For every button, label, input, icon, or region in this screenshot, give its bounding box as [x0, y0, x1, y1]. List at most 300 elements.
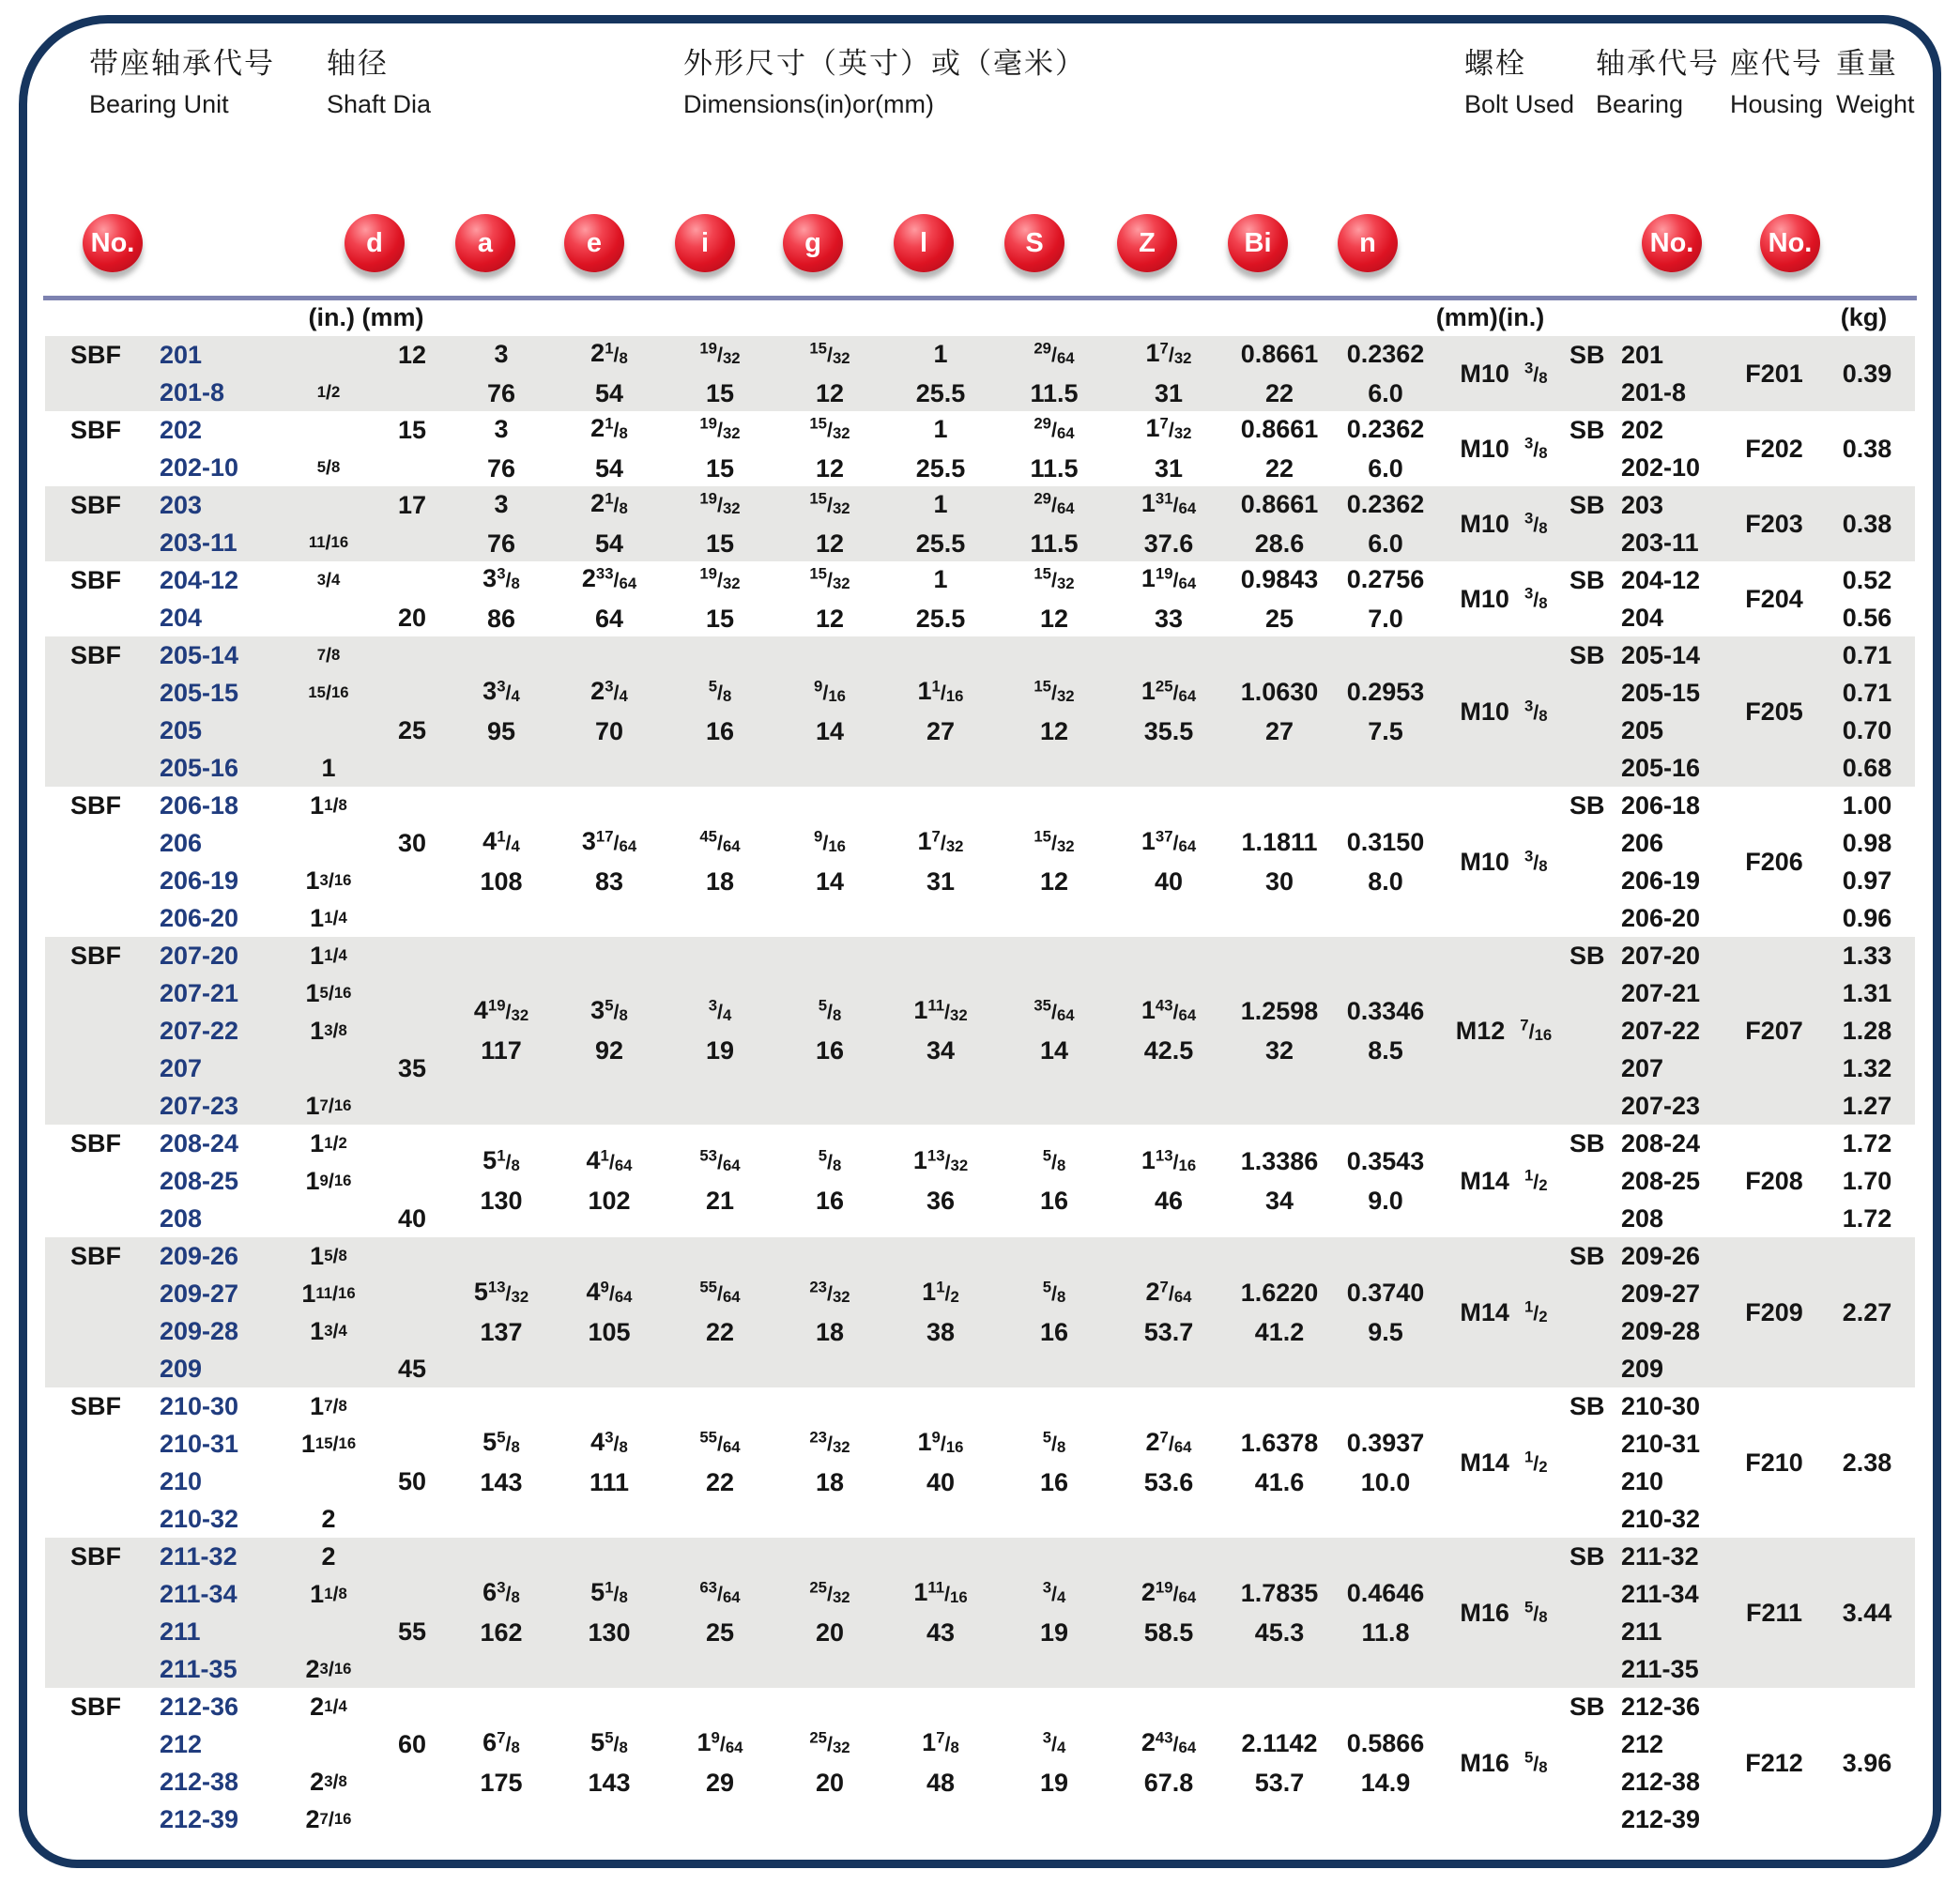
dim-g-mm: 12 [815, 378, 845, 407]
dim-n [1333, 561, 1438, 636]
unit-code [45, 712, 282, 749]
bolt-inch: $^1$/2 [1524, 1166, 1548, 1195]
bearing-prefix: SB [1570, 1241, 1605, 1270]
weight-value: 1.31 [1842, 978, 1892, 1007]
dim-n [1333, 1538, 1438, 1688]
dim-e-mm: 143 [588, 1768, 631, 1797]
unit-code-number: 209-27 [160, 1279, 239, 1308]
dim-i-in: $^{53}$/64 [699, 1146, 741, 1175]
bearing-group-206 [45, 787, 1915, 937]
header-dimensions-en: Dimensions(in)or(mm) [683, 90, 935, 118]
dim-g-mm: 20 [815, 1768, 845, 1797]
shaft-dia-mm: 15 [397, 415, 427, 444]
dim-n [1333, 1387, 1438, 1538]
dim-e [554, 787, 665, 937]
dim-e [554, 336, 665, 411]
dim-n-in: 0.2362 [1346, 414, 1425, 443]
weight-value: 0.52 [1842, 565, 1892, 594]
unit-code-number: 209-28 [160, 1316, 239, 1345]
dim-S [997, 1538, 1111, 1688]
bolt-metric: M10 [1460, 509, 1509, 538]
bearing-prefix: SB [1570, 1692, 1605, 1721]
dim-i-in: $^{45}$/64 [699, 827, 741, 856]
dim-n-in: 0.3740 [1346, 1278, 1425, 1307]
unit-code [45, 599, 282, 636]
dim-l-mm: 27 [926, 716, 956, 745]
dim-Z-in: 2$^7$/64 [1145, 1428, 1192, 1457]
bearing-code-number: 211-34 [1621, 1579, 1699, 1608]
unit-code [45, 899, 282, 937]
dim-l [884, 1387, 997, 1538]
dim-a-mm: 76 [486, 453, 516, 483]
unit-code [45, 1350, 282, 1387]
dim-g [775, 937, 884, 1125]
dim-Z [1111, 787, 1226, 937]
bearing-code-number: 210-31 [1621, 1429, 1701, 1458]
dim-n-in: 0.2362 [1346, 339, 1425, 368]
unit-code [45, 336, 282, 374]
dim-Bi-mm: 41.6 [1254, 1467, 1305, 1496]
dim-Z-mm: 53.6 [1143, 1467, 1194, 1496]
dim-a [449, 411, 554, 486]
dim-Bi-in: 2.1142 [1241, 1728, 1318, 1757]
dim-e-in: 2$^1$/8 [590, 414, 628, 443]
dim-n [1333, 937, 1438, 1125]
unit-code-number: 210-30 [160, 1391, 239, 1420]
unit-code [45, 787, 282, 824]
unit-code [45, 674, 282, 712]
weight-value: 1.33 [1842, 941, 1892, 970]
dim-e-in: 3$^5$/8 [590, 996, 628, 1025]
unit-label-bolt: (mm)(in.) [1435, 303, 1545, 331]
weight-value: 0.38 [1842, 434, 1892, 463]
bolt-used-value [1438, 636, 1570, 787]
unit-code [45, 1500, 282, 1538]
bearing-group-210 [45, 1387, 1915, 1538]
dim-i [665, 937, 775, 1125]
dim-S-mm: 11.5 [1030, 529, 1079, 558]
dim-e [554, 486, 665, 561]
unit-code-number: 203-11 [160, 528, 237, 557]
dim-a-in: 6$^3$/8 [482, 1578, 520, 1607]
dim-e [554, 1538, 665, 1688]
dim-S-in: $^{29}$/64 [1034, 414, 1075, 443]
bearing-code [1570, 486, 1729, 524]
dim-a [449, 1237, 554, 1387]
dim-Z-in: 2$^{43}$/64 [1141, 1728, 1197, 1757]
column-badge-d-1: d [345, 214, 405, 272]
bolt-used-value [1438, 787, 1570, 937]
dim-S-mm: 16 [1039, 1186, 1069, 1215]
weight-value: 0.68 [1842, 753, 1892, 782]
dim-e-mm: 70 [594, 716, 624, 745]
dim-g [775, 486, 884, 561]
housing-code: F207 [1745, 1016, 1803, 1045]
bearing-code [1570, 1162, 1729, 1200]
dim-Z [1111, 636, 1226, 787]
unit-code [45, 1463, 282, 1500]
shaft-dia-in: 1 / 2 [316, 380, 341, 405]
column-badge-s-7: S [1004, 214, 1064, 272]
unit-code [45, 561, 282, 599]
bearing-code-number: 211-35 [1621, 1654, 1699, 1683]
dim-e-mm: 54 [594, 378, 624, 407]
dim-Z-mm: 35.5 [1143, 716, 1194, 745]
unit-code [45, 636, 282, 674]
dim-S-in: $^5$/8 [1042, 1146, 1066, 1175]
bolt-used-value [1438, 1387, 1570, 1538]
shaft-dia-mm: 45 [397, 1354, 427, 1383]
dim-a [449, 1387, 554, 1538]
bearing-group-211 [45, 1538, 1915, 1688]
dim-Z [1111, 411, 1226, 486]
bearing-code [1570, 1275, 1729, 1312]
dim-g [775, 1538, 884, 1688]
dim-g-in: $^{23}$/32 [809, 1428, 850, 1457]
shaft-dia-in: 1 3 / 4 [310, 1316, 347, 1345]
weight-value: 1.27 [1842, 1091, 1892, 1120]
dim-S [997, 937, 1111, 1125]
unit-code-number: 211 [160, 1617, 201, 1646]
unit-code-number: 208-25 [160, 1166, 239, 1195]
unit-label-shaft: (in.) (mm) [308, 303, 424, 331]
dim-a-mm: 130 [480, 1186, 523, 1215]
bearing-code-number: 204 [1621, 603, 1664, 632]
dim-Bi-mm: 32 [1264, 1035, 1294, 1065]
dim-e-in: 5$^5$/8 [590, 1728, 628, 1757]
dim-l-in: 1$^7$/8 [922, 1728, 959, 1757]
dim-g-mm: 12 [815, 453, 845, 483]
dim-n-mm: 9.0 [1368, 1186, 1403, 1215]
bearing-code [1570, 636, 1729, 674]
dim-g-mm: 18 [815, 1467, 845, 1496]
header-bearing-en: Bearing [1596, 90, 1684, 118]
dim-S [997, 1125, 1111, 1237]
unit-prefix: SBF [70, 941, 121, 970]
dim-g-mm: 14 [815, 716, 845, 745]
unit-prefix: SBF [70, 1541, 121, 1571]
shaft-dia-in: 1 5 / 16 [305, 978, 352, 1007]
bearing-code-number: 202-10 [1621, 452, 1701, 482]
header-bearing-unit [89, 39, 275, 119]
table-top-rule [43, 296, 1917, 300]
dim-Bi-in: 1.1811 [1241, 827, 1318, 856]
shaft-dia-in: 2 [321, 1504, 336, 1533]
dim-a [449, 636, 554, 787]
dim-a-mm: 76 [486, 529, 516, 558]
bearing-group-207 [45, 937, 1915, 1125]
bearing-code [1570, 1688, 1729, 1725]
bolt-metric: M12 [1455, 1016, 1506, 1045]
unit-code [45, 449, 282, 486]
unit-code-number: 212-39 [160, 1804, 239, 1833]
dim-Bi-mm: 41.2 [1254, 1317, 1305, 1346]
shaft-dia-in: 2 3 / 8 [310, 1767, 347, 1796]
dim-Bi-mm: 45.3 [1254, 1617, 1305, 1647]
dim-Bi-mm: 25 [1264, 604, 1294, 633]
dim-Bi-mm: 27 [1264, 716, 1294, 745]
shaft-dia-in: 1 11 / 16 [301, 1279, 356, 1308]
bearing-prefix: SB [1570, 490, 1605, 519]
dim-Z [1111, 486, 1226, 561]
dim-e-mm: 105 [588, 1317, 631, 1346]
unit-prefix: SBF [70, 790, 121, 820]
dim-Bi-mm: 34 [1264, 1186, 1294, 1215]
dim-a-mm: 76 [486, 378, 516, 407]
shaft-dia-in: 1 9 / 16 [305, 1166, 352, 1195]
dim-l-in: 1 [933, 564, 948, 593]
dim-g-in: $^{15}$/32 [809, 339, 850, 368]
bearing-code-number: 206-18 [1621, 790, 1701, 820]
unit-code-number: 205-14 [160, 640, 239, 669]
dim-e [554, 636, 665, 787]
dim-g-in: $^9$/16 [814, 827, 846, 856]
bolt-used-value [1438, 1237, 1570, 1387]
bolt-metric: M10 [1460, 434, 1509, 463]
shaft-dia-in: 1 3 / 8 [310, 1016, 347, 1045]
weight-value: 0.71 [1842, 678, 1892, 707]
dim-g-in: $^{25}$/32 [809, 1728, 850, 1757]
shaft-dia-in: 2 7 / 16 [305, 1804, 352, 1833]
dim-n-in: 0.3150 [1346, 827, 1425, 856]
dim-Bi-mm: 22 [1264, 378, 1294, 407]
bearing-code-number: 209-26 [1621, 1241, 1701, 1270]
dim-Bi [1226, 636, 1333, 787]
bolt-used-value [1438, 336, 1570, 411]
bearing-code-number: 210 [1621, 1466, 1664, 1495]
bolt-inch: $^3$/8 [1524, 359, 1548, 388]
dim-Bi-mm: 30 [1264, 866, 1294, 896]
dim-n-mm: 6.0 [1368, 453, 1403, 483]
bearing-code [1570, 1538, 1729, 1575]
bearing-prefix: SB [1570, 340, 1605, 369]
bolt-used-value [1438, 411, 1570, 486]
bearing-code [1570, 1237, 1729, 1275]
unit-code-number: 206 [160, 828, 203, 857]
dim-i [665, 486, 775, 561]
weight-value: 0.39 [1842, 359, 1892, 388]
bolt-inch: $^1$/2 [1524, 1448, 1548, 1477]
dim-Bi [1226, 1125, 1333, 1237]
dim-e [554, 937, 665, 1125]
dim-a [449, 336, 554, 411]
housing-code: F203 [1745, 509, 1803, 538]
bearing-prefix: SB [1570, 415, 1605, 444]
bolt-inch: $^7$/16 [1520, 1016, 1553, 1045]
dim-a-in: 3 [494, 489, 509, 518]
unit-code [45, 1613, 282, 1650]
header-weight [1836, 39, 1915, 119]
shaft-dia-mm: 50 [397, 1466, 427, 1495]
dim-Z-in: 1$^7$/32 [1145, 414, 1192, 443]
dim-S-in: $^{15}$/32 [1034, 677, 1075, 706]
dim-g-mm: 20 [815, 1617, 845, 1647]
dim-e-mm: 54 [594, 453, 624, 483]
bolt-metric: M16 [1460, 1598, 1509, 1627]
dim-l-mm: 36 [926, 1186, 956, 1215]
unit-code-number: 206-20 [160, 903, 239, 932]
shaft-dia-in: 5 / 8 [316, 455, 341, 480]
dim-a-in: 3 [494, 414, 509, 443]
unit-code-number: 204-12 [160, 565, 239, 594]
bearing-code-number: 206-20 [1621, 903, 1701, 932]
dim-Z-in: 1$^{25}$/64 [1141, 677, 1197, 706]
dim-g-in: $^{15}$/32 [809, 564, 850, 593]
shaft-dia-in: 3 / 4 [316, 568, 341, 592]
bolt-metric: M10 [1460, 359, 1509, 388]
dim-l [884, 1688, 997, 1838]
bolt-inch: $^3$/8 [1524, 847, 1548, 876]
dim-i-in: $^{19}$/32 [699, 564, 741, 593]
dim-i [665, 1387, 775, 1538]
dim-S-mm: 11.5 [1030, 378, 1079, 407]
dim-a-mm: 108 [480, 866, 523, 896]
unit-code [45, 1275, 282, 1312]
shaft-dia-in: 1 1 / 4 [310, 903, 347, 932]
bearing-code [1570, 449, 1729, 486]
dim-a [449, 937, 554, 1125]
dim-S [997, 636, 1111, 787]
housing-code: F212 [1745, 1748, 1803, 1777]
dim-i-mm: 22 [705, 1317, 735, 1346]
bolt-used-value [1438, 1125, 1570, 1237]
bolt-inch: $^3$/8 [1524, 697, 1548, 726]
bearing-code [1570, 749, 1729, 787]
dim-e-in: 5$^1$/8 [590, 1578, 628, 1607]
dim-S-in: $^{29}$/64 [1034, 339, 1075, 368]
column-badge-e-3: e [564, 214, 624, 272]
bearing-code [1570, 899, 1729, 937]
unit-code-number: 212-36 [160, 1692, 239, 1721]
bearing-code [1570, 1725, 1729, 1763]
dim-Z-mm: 33 [1154, 604, 1184, 633]
dim-i-mm: 16 [705, 716, 735, 745]
unit-code [45, 1801, 282, 1838]
dim-n-mm: 9.5 [1368, 1317, 1403, 1346]
dim-a-in: 5$^5$/8 [482, 1428, 520, 1457]
dim-e [554, 1688, 665, 1838]
bearing-code [1570, 1387, 1729, 1425]
housing-code: F208 [1745, 1166, 1803, 1195]
dim-S-mm: 19 [1039, 1768, 1069, 1797]
dim-Z-mm: 53.7 [1143, 1317, 1194, 1346]
unit-code [45, 974, 282, 1012]
weight-value: 0.38 [1842, 509, 1892, 538]
bearing-prefix: SB [1570, 941, 1605, 970]
dim-a-in: 3 [494, 339, 509, 368]
unit-code-number: 212-38 [160, 1767, 239, 1796]
dim-g [775, 411, 884, 486]
dim-l-mm: 40 [926, 1467, 956, 1496]
dim-S-mm: 11.5 [1030, 453, 1079, 483]
shaft-dia-in: 1 5 / 8 [310, 1241, 347, 1270]
dim-i [665, 336, 775, 411]
dim-Bi-in: 1.7835 [1240, 1578, 1319, 1607]
dim-n [1333, 1688, 1438, 1838]
dim-Bi-in: 1.2598 [1240, 996, 1319, 1025]
dim-a-in: 5$^{13}$/32 [473, 1278, 529, 1307]
unit-prefix: SBF [70, 1391, 121, 1420]
dim-S [997, 787, 1111, 937]
dim-n-mm: 14.9 [1360, 1768, 1411, 1797]
dim-Z-mm: 31 [1154, 453, 1184, 483]
bearing-code [1570, 787, 1729, 824]
unit-code-number: 211-35 [160, 1654, 237, 1683]
unit-code-number: 211-32 [160, 1541, 237, 1571]
bolt-metric: M10 [1460, 697, 1509, 726]
dim-Bi-in: 1.0630 [1240, 677, 1319, 706]
unit-code [45, 1125, 282, 1162]
dim-e-in: 4$^9$/64 [586, 1278, 633, 1307]
column-badge-g-5: g [783, 214, 843, 272]
bearing-code-number: 205-14 [1621, 640, 1701, 669]
bearing-code-number: 203-11 [1621, 528, 1699, 557]
header-bolt-used [1464, 39, 1574, 119]
shaft-dia-mm: 30 [397, 828, 427, 857]
dim-Bi [1226, 1387, 1333, 1538]
dim-l [884, 1125, 997, 1237]
dim-i-mm: 15 [705, 453, 735, 483]
unit-code-number: 207-22 [160, 1016, 239, 1045]
dim-g-mm: 14 [815, 866, 845, 896]
bearing-code [1570, 336, 1729, 374]
column-badge-z-8: Z [1117, 214, 1177, 272]
dim-l [884, 1237, 997, 1387]
bolt-inch: $^5$/8 [1524, 1598, 1548, 1627]
dim-g-in: $^5$/8 [818, 996, 842, 1025]
dim-Z [1111, 561, 1226, 636]
unit-code-number: 208-24 [160, 1128, 239, 1157]
bearing-code [1570, 1050, 1729, 1087]
bearing-code [1570, 1575, 1729, 1613]
dim-e-in: 2$^1$/8 [590, 339, 628, 368]
dim-S-in: $^{15}$/32 [1034, 564, 1075, 593]
shaft-dia-mm: 60 [397, 1729, 427, 1758]
unit-code-number: 207 [160, 1053, 203, 1082]
unit-code [45, 524, 282, 561]
dim-l-mm: 25.5 [915, 604, 966, 633]
dim-g-in: $^5$/8 [818, 1146, 842, 1175]
dim-g [775, 561, 884, 636]
bearing-code-number: 205 [1621, 715, 1664, 744]
dim-g [775, 1387, 884, 1538]
unit-prefix: SBF [70, 415, 121, 444]
dim-n [1333, 1125, 1438, 1237]
weight-value: 3.44 [1842, 1598, 1892, 1627]
dim-n-mm: 11.8 [1361, 1617, 1410, 1647]
dim-l-mm: 25.5 [915, 529, 966, 558]
dim-i-mm: 22 [705, 1467, 735, 1496]
housing-code: F210 [1745, 1448, 1803, 1477]
bearing-code [1570, 561, 1729, 599]
unit-code [45, 1725, 282, 1763]
bearing-code [1570, 937, 1729, 974]
dim-Bi-in: 0.9843 [1240, 564, 1319, 593]
dim-g-mm: 12 [815, 529, 845, 558]
dim-S-in: $^{35}$/64 [1034, 996, 1075, 1025]
dim-Z-mm: 40 [1154, 866, 1184, 896]
dim-Z [1111, 937, 1226, 1125]
dim-i-in: $^{55}$/64 [699, 1428, 741, 1457]
dim-i-mm: 15 [705, 529, 735, 558]
column-badge-no-0: No. [83, 214, 143, 272]
unit-code [45, 1763, 282, 1801]
dim-e-in: 2$^{33}$/64 [581, 564, 637, 593]
unit-code-number: 211-34 [160, 1579, 237, 1608]
bearing-code [1570, 974, 1729, 1012]
bearing-prefix: SB [1570, 1391, 1605, 1420]
dim-Z-mm: 46 [1154, 1186, 1184, 1215]
